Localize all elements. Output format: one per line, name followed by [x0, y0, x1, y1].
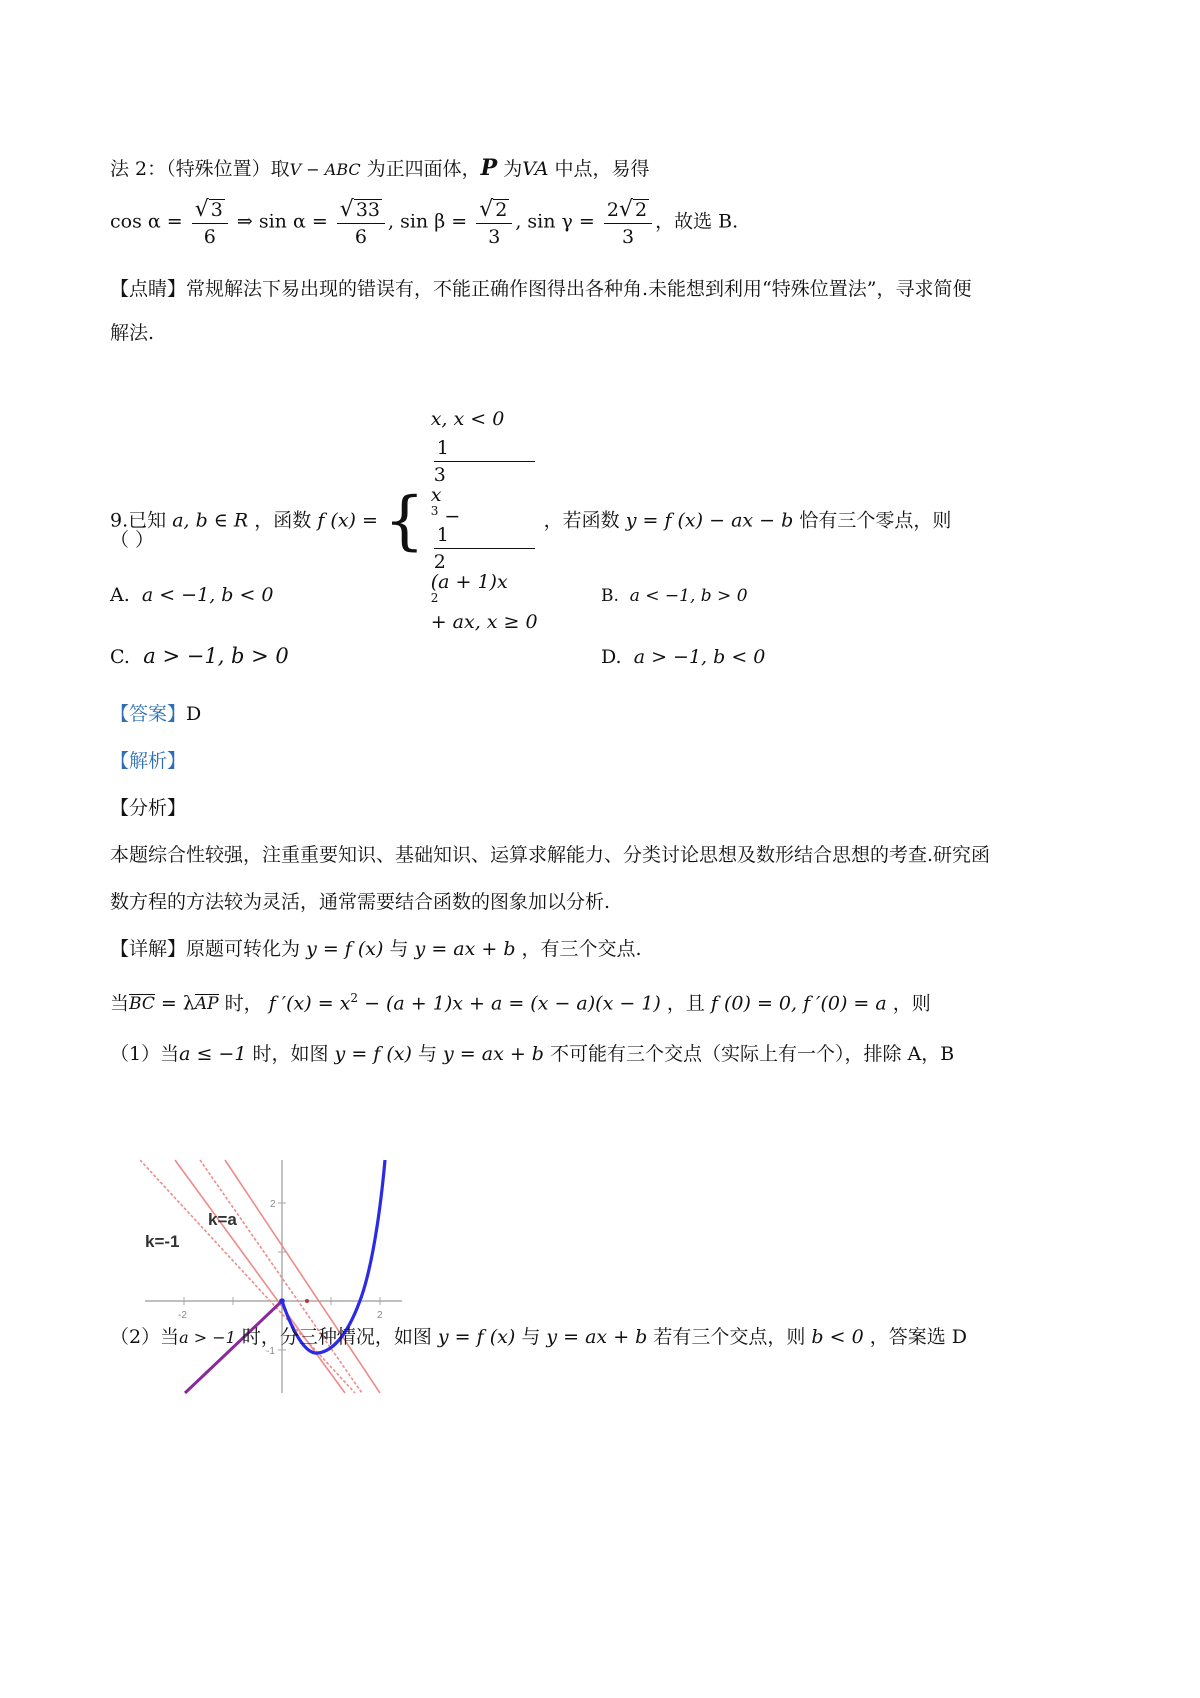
option-b[interactable]: B. a < −1, b > 0	[601, 586, 748, 606]
answer-blank: （ ）	[110, 529, 155, 551]
piecewise-cases: x, x < 0 1 3 x $^3$ − 1 2 (a + 1)x $^2$ + ax, x ≥ 0	[430, 408, 538, 634]
detail-line: 【详解】原题可转化为 y = f (x) 与 y = ax + b ，有三个交点.	[110, 938, 642, 960]
marked-point	[305, 1299, 309, 1303]
remark-tag: 【点睛】	[110, 278, 187, 300]
jiexi-tag: 【解析】	[110, 750, 187, 772]
case-1-line: （1）当a ≤ −1 时，如图 y = f (x) 与 y = ax + b 不可能有三个交点（实际上有一个），排除 A，B	[110, 1043, 955, 1065]
y-tick-neg1: -1	[266, 1346, 275, 1357]
option-a[interactable]: A. a < −1, b < 0	[110, 584, 274, 606]
line-k-a-1	[175, 1160, 345, 1393]
line-k-a-3	[225, 1160, 380, 1393]
y-tick-2: 2	[270, 1199, 276, 1210]
option-d[interactable]: D. a > −1, b < 0	[601, 646, 766, 668]
fraction-sin-beta: √ 2 3	[476, 197, 512, 248]
fenxi-tag: 【分析】	[110, 797, 187, 819]
answer-value: D	[186, 703, 202, 725]
answer-line	[110, 705, 201, 724]
x-tick-neg2: -2	[178, 1310, 187, 1321]
case-2-line: （2）当a > −1 时，分三种情况，如图 y = f (x) 与 y = ax + b 若有三个交点，则 b < 0 ，答案选 D	[110, 1326, 967, 1348]
answer-tag: 【答案】	[110, 703, 187, 725]
option-c[interactable]: C. a > −1, b > 0	[110, 644, 289, 668]
label-k-minus-1: k=-1	[145, 1232, 180, 1251]
trig-values-line: cos α = √ 3 6 ⇒ sin α = √ 33 6 , sin β = √ 2 3 , sin γ = 2 √ 2 3 ，故选 B.	[110, 196, 739, 248]
fenxi-line	[110, 799, 186, 818]
detail-tag: 【详解】	[110, 938, 187, 960]
question-9: 9.已知 a, b ∈ R ，函数 f (x) = { x, x < 0 1 3 x $^3$ − 1 2 (a + 1)x $^2$ + ax, x ≥ 0 ，若函数 y = f (x) − ax − b 恰有三个零点，则	[110, 408, 952, 634]
remark-line-1: 【点睛】常规解法下易出现的错误有，不能正确作图得出各种角.未能想到利用“特殊位置法”，寻求简便	[110, 278, 972, 300]
fenxi-text-1: 本题综合性较强，注重重要知识、基础知识、运算求解能力、分类讨论思想及数形结合思想的考查.研究函	[110, 844, 991, 866]
method2-line: 法 2：（特殊位置）取V − ABC 为正四面体，P 为VA 中点，易得	[110, 155, 650, 181]
fraction-sin-gamma: 2 √ 2 3	[604, 197, 652, 248]
piecewise-brace: {	[383, 484, 425, 559]
label-k-a: k=a	[208, 1210, 237, 1229]
origin-point	[279, 1298, 285, 1304]
x-tick-2: 2	[377, 1310, 383, 1321]
remark-line-2: 解法.	[110, 322, 155, 344]
fraction-sin-alpha: √ 33 6	[337, 197, 385, 248]
fenxi-text-2: 数方程的方法较为灵活，通常需要结合函数的图象加以分析.	[110, 891, 611, 913]
derivative-line: 当BC = λAP 时， f $'(x) = x^2 - (a + 1)x + a = (x - a)(x - 1)$ ，且 f (0) = 0, f ′(0) = a ，则	[110, 991, 931, 1015]
function-graph-figure	[140, 1155, 405, 1395]
jiexi-line	[110, 752, 186, 771]
line-k-a-2	[200, 1160, 362, 1393]
fraction-cos: √ 3 6	[192, 197, 228, 248]
